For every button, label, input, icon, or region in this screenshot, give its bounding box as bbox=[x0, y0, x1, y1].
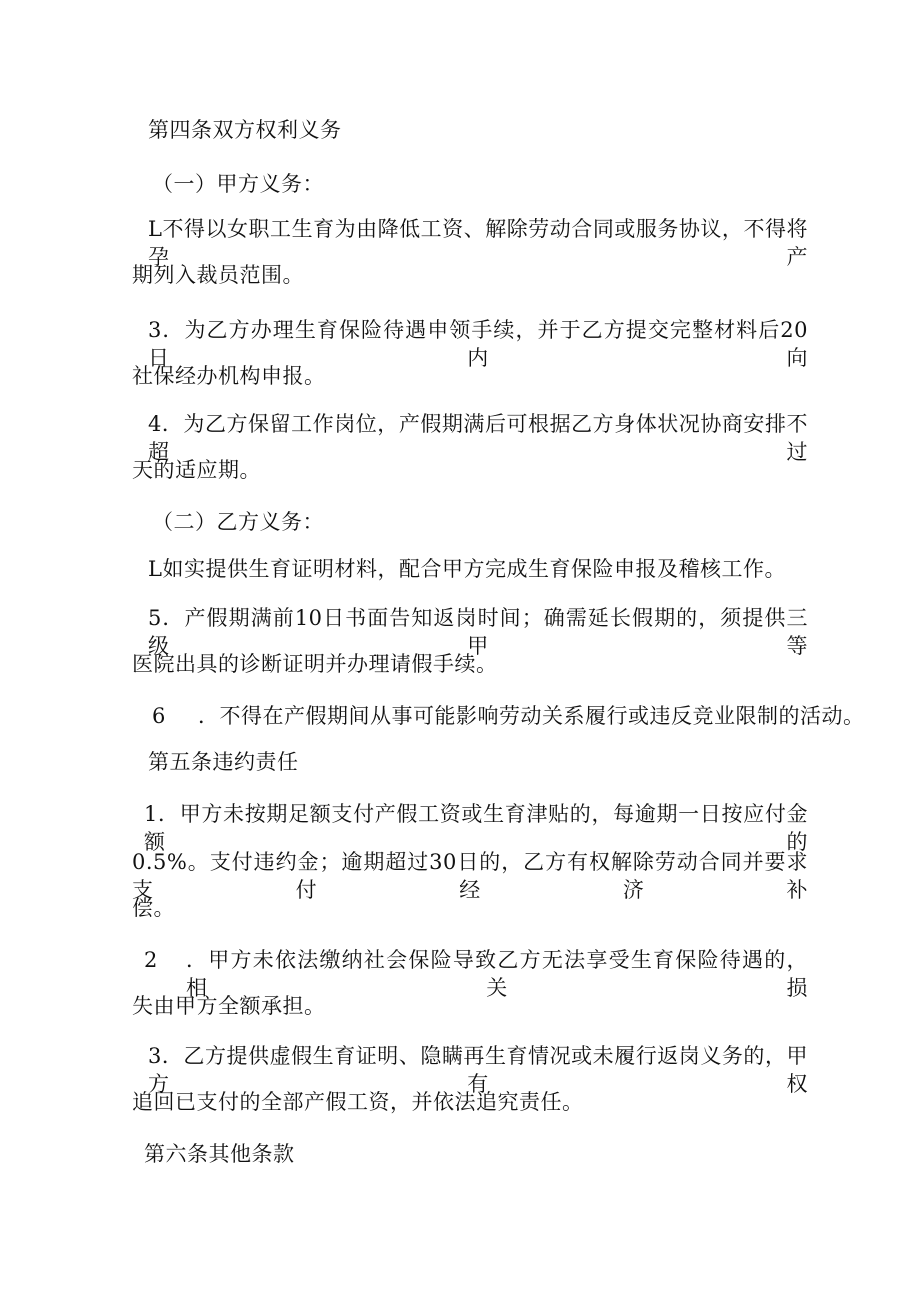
breach-clause-3-line-1: 3．乙方提供虚假生育证明、隐瞒再生育情况或未履行返岗义务的，甲方有权 bbox=[148, 1044, 808, 1096]
party-b-clause-5-line-2: 医院出具的诊断证明并办理请假手续。 bbox=[132, 652, 498, 676]
breach-clause-3-line-2: 追回已支付的全部产假工资，并依法追究责任。 bbox=[132, 1090, 584, 1114]
article-4-heading: 第四条双方权利义务 bbox=[148, 118, 342, 142]
breach-clause-1-line-1: 1．甲方未按期足额支付产假工资或生育津贴的，每逾期一日按应付金额的 bbox=[144, 802, 808, 854]
article-6-heading: 第六条其他条款 bbox=[144, 1142, 295, 1166]
breach-clause-1-line-3: 偿。 bbox=[132, 896, 175, 920]
party-a-clause-4-line-2: 天的适应期。 bbox=[132, 458, 261, 482]
party-a-clause-4-line-1: 4．为乙方保留工作岗位，产假期满后可根据乙方身体状况协商安排不超过 bbox=[148, 412, 808, 464]
party-a-clause-1-line-2: 期列入裁员范围。 bbox=[132, 263, 304, 287]
breach-clause-1-line-2: 0.5%。支付违约金；逾期超过30日的，乙方有权解除劳动合同并要求支付经济补 bbox=[132, 850, 808, 902]
party-b-clause-6-text: ．不得在产假期间从事可能影响劳动关系履行或违反竞业限制的活动。 bbox=[198, 704, 865, 728]
party-a-clause-1-line-1: L不得以女职工生育为由降低工资、解除劳动合同或服务协议，不得将孕产 bbox=[148, 217, 808, 269]
party-b-clause-5-line-1: 5．产假期满前10日书面告知返岗时间；确需延长假期的，须提供三级甲等 bbox=[148, 606, 808, 658]
article-5-heading: 第五条违约责任 bbox=[148, 750, 299, 774]
breach-clause-2-text: ．甲方未依法缴纳社会保险导致乙方无法享受生育保险待遇的，相关损 bbox=[186, 948, 808, 1000]
breach-clause-2-line-2: 失由甲方全额承担。 bbox=[132, 994, 326, 1018]
party-a-clause-3-line-1: 3．为乙方办理生育保险待遇申领手续，并于乙方提交完整材料后20日内向 bbox=[148, 318, 808, 370]
party-b-clause-6-number: 6 bbox=[152, 704, 166, 728]
party-a-clause-3-line-2: 社保经办机构申报。 bbox=[132, 364, 326, 388]
party-b-obligations-title: （二）乙方义务： bbox=[152, 510, 324, 534]
party-a-obligations-title: （一）甲方义务： bbox=[152, 172, 324, 196]
breach-clause-2-number: 2 bbox=[144, 948, 158, 972]
party-b-clause-1: L如实提供生育证明材料，配合甲方完成生育保险申报及稽核工作。 bbox=[148, 557, 786, 581]
